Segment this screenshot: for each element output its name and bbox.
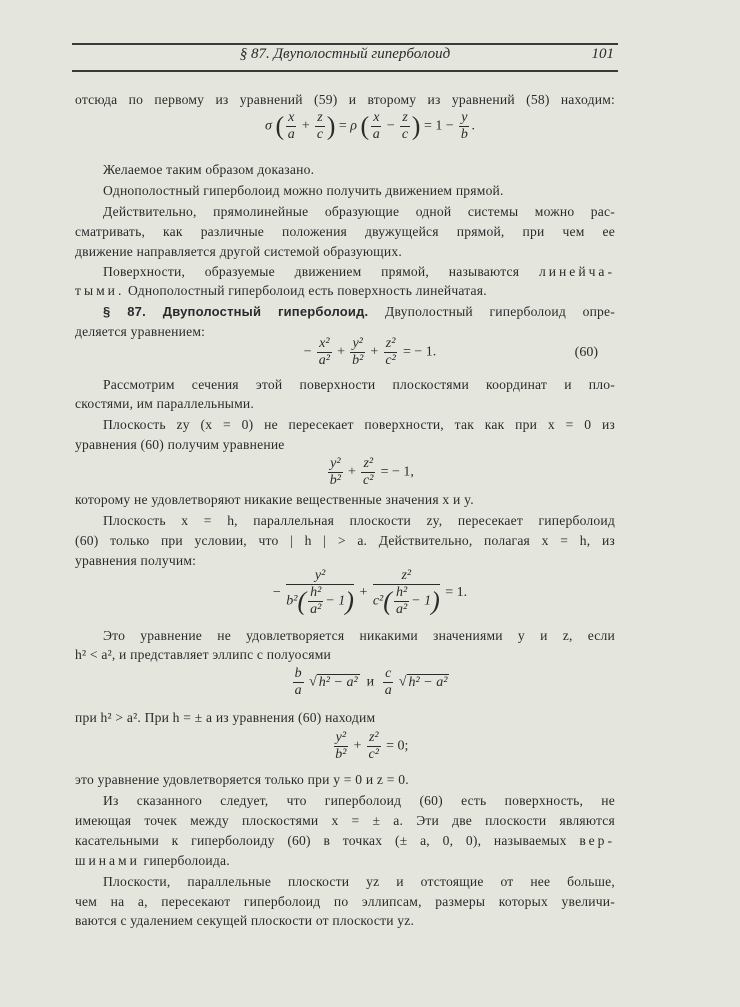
f-num: h² bbox=[395, 585, 408, 600]
running-header bbox=[72, 46, 618, 66]
text-line: чем на a, пересекают гиперболоид по эллипсам, размеры которых увеличи- bbox=[75, 894, 615, 909]
text-line: Действительно, прямолинейные образующие одной системы можно рас- bbox=[103, 204, 615, 219]
f-op: − bbox=[386, 118, 395, 134]
f-op: + bbox=[301, 118, 310, 134]
f-den: a² bbox=[395, 602, 408, 617]
f-radicand: h² − a² bbox=[408, 674, 448, 690]
f-op: = bbox=[338, 118, 347, 134]
text-span: касательными к гиперболоиду (60) в точках (± a, 0, 0), называемых bbox=[75, 833, 567, 848]
f-num: y² bbox=[352, 336, 363, 351]
f-num: z² bbox=[373, 568, 440, 585]
text-span: Однополостный гиперболоид есть поверхность линейчатая. bbox=[127, 283, 487, 298]
text-line bbox=[75, 832, 615, 850]
f-num: b bbox=[294, 666, 302, 681]
f-op: + bbox=[337, 344, 345, 360]
formula-2 bbox=[0, 456, 740, 489]
f-den: a bbox=[287, 127, 295, 142]
f-den: b² bbox=[335, 747, 347, 762]
spaced-term: тыми. bbox=[75, 283, 125, 298]
f-den: c bbox=[316, 127, 324, 142]
formula-3 bbox=[0, 568, 740, 618]
formula-4: $\frac{b}{a}$ √ h² − a² и $\frac{c}{a}$ √ h² − a² bbox=[294, 666, 448, 698]
f-den: a bbox=[372, 127, 380, 142]
f-num: c bbox=[385, 666, 392, 681]
text-line: деляется уравнением: bbox=[75, 324, 206, 339]
text-line: ваются с удалением секущей плоскости от плоскости yz. bbox=[75, 913, 415, 928]
text-line: при h² > a². При h = ± a из уравнения (60) находим bbox=[75, 710, 376, 725]
page-number: 101 bbox=[591, 46, 614, 62]
f-op: + bbox=[353, 738, 362, 754]
text-line bbox=[103, 263, 615, 281]
f-den: c² bbox=[368, 747, 379, 762]
f-sym: b² bbox=[286, 593, 298, 609]
f-op: − 1 bbox=[411, 593, 432, 609]
f-den: c² bbox=[363, 473, 374, 488]
f-num: x² bbox=[319, 336, 330, 351]
f-op: = − 1, bbox=[380, 464, 414, 480]
text-line: движение направляется другой системой образующих. bbox=[75, 244, 402, 259]
text-line bbox=[75, 852, 615, 870]
f-op: + bbox=[370, 344, 379, 360]
f-den: a² bbox=[310, 602, 322, 617]
f-den: b² bbox=[352, 353, 364, 368]
formula-5 bbox=[0, 730, 740, 763]
f-op: = 0; bbox=[386, 738, 409, 754]
spaced-term: вер- bbox=[579, 833, 616, 848]
text-span: Двуполостный гиперболоид опре- bbox=[385, 304, 616, 319]
f-num: z bbox=[317, 110, 323, 125]
header-title: § 87. Двуполостный гиперболоид bbox=[239, 46, 451, 62]
f-op: + bbox=[348, 464, 356, 480]
f-op: = 1. bbox=[445, 585, 468, 601]
f-num: z² bbox=[363, 456, 374, 471]
text-line: Желаемое таким образом доказано. bbox=[103, 162, 315, 177]
f-op: = − 1. bbox=[402, 344, 437, 360]
f-num: y² bbox=[286, 568, 354, 585]
f-num: z² bbox=[368, 730, 379, 745]
text-line: которому не удовлетворяют никакие вещественные значения x и y. bbox=[75, 492, 474, 507]
f-den: b bbox=[460, 127, 468, 142]
text-line: уравнения получим: bbox=[75, 553, 197, 568]
f-num: x bbox=[288, 110, 295, 125]
f-op: . bbox=[471, 118, 475, 134]
f-op: − bbox=[272, 585, 281, 601]
text-line bbox=[75, 282, 615, 300]
f-num: y² bbox=[335, 730, 347, 745]
text-line: это уравнение удовлетворяется только при y = 0 и z = 0. bbox=[75, 772, 409, 787]
f-op: − 1 bbox=[325, 593, 346, 609]
header-rule-bottom bbox=[72, 70, 618, 72]
section-heading-line bbox=[103, 303, 615, 321]
spaced-term: линейча- bbox=[538, 264, 615, 279]
f-sym: σ bbox=[265, 118, 272, 134]
text-line: Плоскость zy (x = 0) не пересекает поверхности, так как при x = 0 из bbox=[103, 417, 615, 432]
text-line: скостями, им параллельными. bbox=[75, 396, 255, 411]
f-den: b² bbox=[329, 473, 341, 488]
f-sym: c² bbox=[372, 593, 384, 609]
text-line: отсюда по первому из уравнений (59) и второму из уравнений (58) находим: bbox=[75, 92, 615, 107]
text-line: Плоскость x = h, параллельная плоскости zy, пересекает гиперболоид bbox=[103, 513, 615, 528]
f-den: a bbox=[294, 683, 302, 698]
f-num: h² bbox=[310, 585, 322, 600]
f-den: c² bbox=[385, 353, 396, 368]
f-den: a² bbox=[318, 353, 330, 368]
text-span: гиперболоида. bbox=[143, 853, 230, 868]
text-line: (60) только при условии, что | h | > a. Действительно, полагая x = h, из bbox=[75, 533, 615, 548]
f-num: x bbox=[373, 110, 380, 125]
text-span: Поверхности, образуемые движением прямой, называются bbox=[103, 264, 520, 279]
text-line: уравнения (60) получим уравнение bbox=[75, 437, 285, 452]
f-den: b²( $\frac{\text{h²}}{\text{a²}}$ − 1) bbox=[286, 585, 354, 617]
formula-60 bbox=[0, 336, 740, 369]
f-den: a bbox=[384, 683, 392, 698]
spaced-term: шинами bbox=[75, 853, 140, 868]
f-op: и bbox=[366, 674, 375, 690]
text-line: Однополостный гиперболоид можно получить движением прямой. bbox=[103, 183, 504, 198]
f-sym: ρ bbox=[350, 118, 358, 134]
equation-number: (60) bbox=[574, 345, 598, 360]
section-heading: § 87. Двуполостный гиперболоид. bbox=[103, 304, 369, 319]
f-num: z² bbox=[385, 336, 396, 351]
text-line: Рассмотрим сечения этой поверхности плоскостями координат и пло- bbox=[103, 377, 615, 392]
f-den: c²( $\frac{\text{h²}}{\text{a²}}$ − 1) bbox=[372, 585, 440, 617]
f-op: + bbox=[359, 585, 368, 601]
f-radicand: h² − a² bbox=[318, 674, 358, 690]
header-rule-top bbox=[72, 43, 618, 45]
text-line: h² < a², и представляет эллипс с полуосями bbox=[75, 647, 331, 662]
text-line: Из сказанного следует, что гиперболоид (60) есть поверхность, не bbox=[103, 793, 615, 808]
f-op: = 1 − bbox=[423, 118, 454, 134]
text-line: имеющая точек между плоскостями x = ± a. Эти две плоскости являются bbox=[75, 813, 615, 828]
text-line: сматривать, как различные положения двужущейся прямой, при чем ее bbox=[75, 224, 615, 239]
formula-1: σ ( $\frac{x}{a}$ + $\frac{z}{c}$ ) = ρ ( $\frac{x}{a}$ − $\frac{z}{c}$ ) = 1 − $\frac{y}{b}$ . bbox=[265, 110, 475, 142]
f-num: y² bbox=[330, 456, 341, 471]
f-op: − bbox=[303, 344, 312, 360]
f-num: z bbox=[402, 110, 408, 125]
text-line: Это уравнение не удовлетворяется никакими значениями y и z, если bbox=[103, 628, 615, 643]
text-line: Плоскости, параллельные плоскости yz и отстоящие от нее больше, bbox=[103, 874, 615, 889]
f-den: c bbox=[401, 127, 409, 142]
f-num: y bbox=[461, 110, 468, 125]
